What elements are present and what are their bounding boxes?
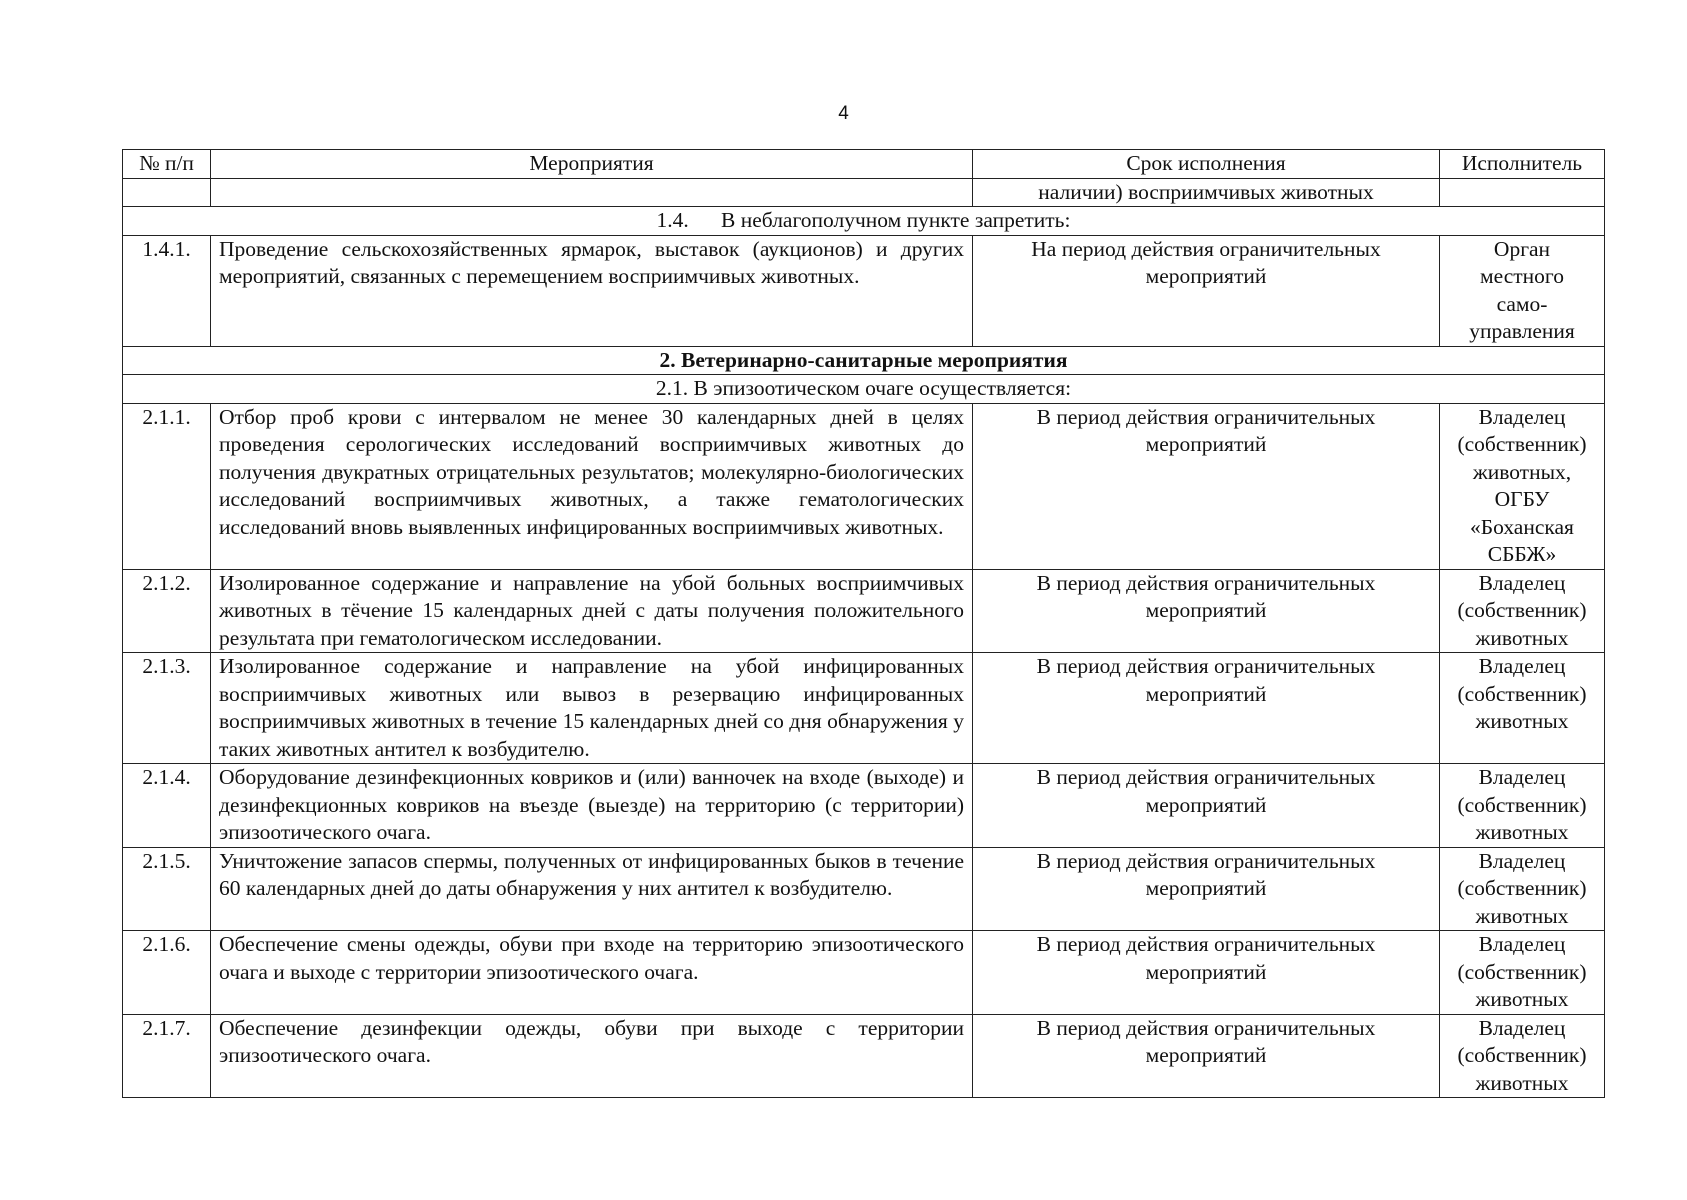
row-executor xyxy=(1440,1014,1605,1098)
row-term-line: В период действия ограничительных xyxy=(1036,570,1376,595)
row-term-line: мероприятий xyxy=(1145,1043,1267,1067)
row-executor xyxy=(1440,764,1605,848)
header-executor: Исполнитель xyxy=(1440,150,1605,179)
row-term-line: мероприятий xyxy=(1145,598,1267,622)
row-number: 2.1.2. xyxy=(123,569,211,653)
executor-line: (собственник) xyxy=(1457,959,1587,984)
executor-line: Владелец xyxy=(1478,654,1566,678)
executor-line: ОГБУ xyxy=(1494,487,1550,511)
row-term-line: В период действия ограничительных xyxy=(1036,932,1376,956)
row-activity: Уничтожение запасов спермы, полученных от инфицированных быков в течение 60 календарных дней до даты обнаружения у них антител к возбудителю. xyxy=(211,847,973,931)
table-row xyxy=(123,931,1605,1015)
row-term-line: В период действия ограничительных xyxy=(1036,765,1376,789)
page-number: 4 xyxy=(838,103,849,124)
section-2-1-heading: 2.1. В эпизоотическом очаге осуществляется: xyxy=(123,375,1605,404)
section-row xyxy=(123,207,1605,236)
executor-line: Владелец xyxy=(1478,1015,1566,1040)
row-activity: Обеспечение дезинфекции одежды, обуви при выходе с территории эпизоотического очага. xyxy=(211,1014,973,1098)
carryover-activity xyxy=(211,178,973,207)
row-number: 1.4.1. xyxy=(123,235,211,346)
table-header-row xyxy=(123,150,1605,179)
row-number: 2.1.6. xyxy=(123,931,211,1015)
row-term-line: мероприятий xyxy=(1145,681,1267,706)
header-activity: Мероприятия xyxy=(211,150,973,179)
executor-line: местного xyxy=(1480,264,1564,288)
executor-line: животных xyxy=(1475,709,1569,733)
executor-line: (собственник) xyxy=(1457,876,1587,900)
row-number: 2.1.3. xyxy=(123,653,211,764)
row-executor xyxy=(1440,569,1605,653)
row-term-line: мероприятий xyxy=(1145,876,1267,900)
executor-line: Владелец xyxy=(1478,570,1566,595)
row-term-line: мероприятий xyxy=(1145,959,1267,984)
row-term xyxy=(973,403,1440,569)
section-2-title: 2. Ветеринарно-санитарные мероприятия xyxy=(123,346,1605,375)
row-term xyxy=(973,653,1440,764)
executor-line: Владелец xyxy=(1478,765,1566,789)
row-term xyxy=(973,235,1440,346)
executor-line: «Боханская xyxy=(1470,514,1574,539)
row-activity: Обеспечение смены одежды, обуви при входе на территорию эпизоотического очага и выходе с территории эпизоотического очага. xyxy=(211,931,973,1015)
row-activity: Оборудование дезинфекционных ковриков и (или) ванночек на входе (выходе) и дезинфекционных ковриков на въезде (выезде) на территорию (с территории) эпизоотического очага. xyxy=(211,764,973,848)
carryover-executor xyxy=(1440,178,1605,207)
row-term-line: мероприятий xyxy=(1145,264,1267,288)
row-number: 2.1.4. xyxy=(123,764,211,848)
row-term-line: На период действия ограничительных xyxy=(1031,236,1381,261)
row-term-line: мероприятий xyxy=(1145,792,1267,817)
executor-line: СББЖ» xyxy=(1487,542,1557,566)
executor-line: Владелец xyxy=(1478,404,1566,429)
row-executor xyxy=(1440,235,1605,346)
row-number: 2.1.1. xyxy=(123,403,211,569)
row-term-line: мероприятий xyxy=(1145,432,1267,456)
row-term-line: В период действия ограничительных xyxy=(1036,404,1376,429)
row-term xyxy=(973,847,1440,931)
row-activity: Изолированное содержание и направление на убой больных восприимчивых животных в тёчение 15 календарных дней с даты получения положительного результата при гематологическом исследовании. xyxy=(211,569,973,653)
measures-table xyxy=(122,149,1605,1098)
table-row xyxy=(123,653,1605,764)
table-row xyxy=(123,764,1605,848)
executor-line: животных xyxy=(1475,625,1569,650)
section-1-4-heading: 1.4. В неблагополучном пункте запретить: xyxy=(123,207,1605,236)
row-activity: Проведение сельскохозяйственных ярмарок, выставок (аукционов) и других мероприятий, связанных с перемещением восприимчивых животных. xyxy=(211,235,973,346)
executor-line: животных xyxy=(1475,1070,1569,1095)
row-activity: Изолированное содержание и направление на убой инфицированных восприимчивых животных или вывоз в резервацию инфицированных восприимчивых животных в течение 15 календарных дней со дня обнаружения у таких животных антител к возбудителю. xyxy=(211,653,973,764)
executor-line: Владелец xyxy=(1478,848,1566,873)
row-number: 2.1.7. xyxy=(123,1014,211,1098)
table-row xyxy=(123,403,1605,569)
row-number: 2.1.5. xyxy=(123,847,211,931)
executor-line: (собственник) xyxy=(1457,681,1587,706)
header-term: Срок исполнения xyxy=(973,150,1440,179)
executor-line: само- xyxy=(1496,291,1548,316)
section-row xyxy=(123,375,1605,404)
table-row xyxy=(123,235,1605,346)
header-num: № п/п xyxy=(123,150,211,179)
executor-line: (собственник) xyxy=(1457,598,1587,622)
section-row xyxy=(123,346,1605,375)
table-row xyxy=(123,569,1605,653)
executor-line: Орган xyxy=(1493,236,1551,261)
row-activity: Отбор проб крови с интервалом не менее 30 календарных дней в целях проведения серологических исследований восприимчивых животных до получения двукратных отрицательных результатов; молекулярно-биологических исследований восприимчивых животных, а также гематологических исследований вновь выявленных инфицированных восприимчивых животных. xyxy=(211,403,973,569)
table-row xyxy=(123,1014,1605,1098)
executor-line: (собственник) xyxy=(1457,432,1587,456)
executor-line: животных, xyxy=(1472,459,1572,484)
carryover-term: наличии) восприимчивых животных xyxy=(973,178,1440,207)
row-executor xyxy=(1440,931,1605,1015)
row-term-line: В период действия ограничительных xyxy=(1036,654,1376,678)
row-term xyxy=(973,569,1440,653)
executor-line: (собственник) xyxy=(1457,792,1587,817)
row-executor xyxy=(1440,653,1605,764)
row-executor xyxy=(1440,847,1605,931)
row-term-line: В период действия ограничительных xyxy=(1036,1015,1376,1040)
executor-line: животных xyxy=(1475,987,1569,1011)
executor-line: Владелец xyxy=(1478,932,1566,956)
row-term xyxy=(973,764,1440,848)
carryover-num xyxy=(123,178,211,207)
row-term-line: В период действия ограничительных xyxy=(1036,848,1376,873)
table-row xyxy=(123,847,1605,931)
row-term xyxy=(973,1014,1440,1098)
executor-line: (собственник) xyxy=(1457,1043,1587,1067)
executor-line: животных xyxy=(1475,820,1569,844)
carryover-row xyxy=(123,178,1605,207)
executor-line: управления xyxy=(1469,319,1575,343)
executor-line: животных xyxy=(1475,903,1569,928)
row-executor xyxy=(1440,403,1605,569)
row-term xyxy=(973,931,1440,1015)
